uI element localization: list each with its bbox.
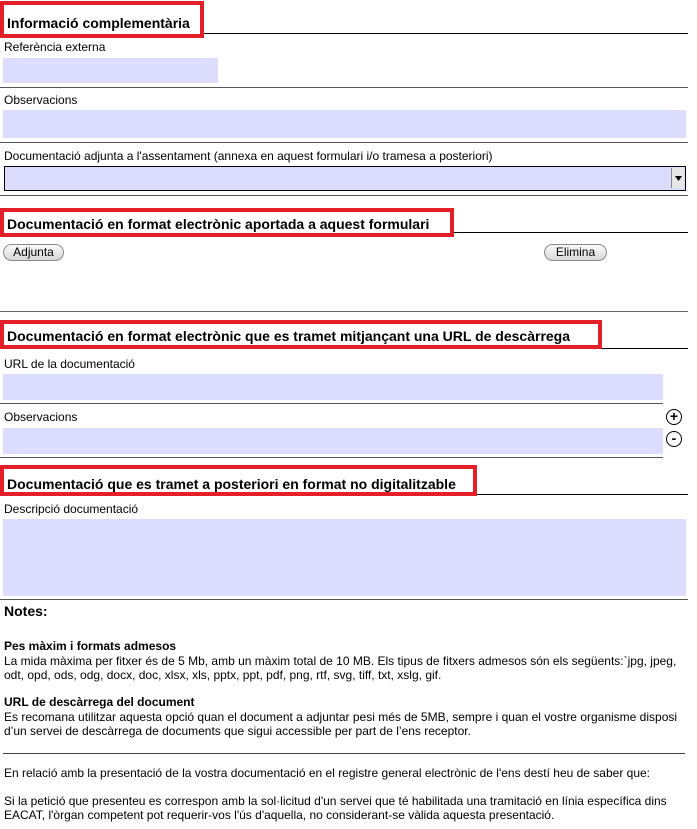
description-input[interactable] xyxy=(3,519,686,596)
observations-input[interactable] xyxy=(3,110,686,138)
attach-button[interactable]: Adjunta xyxy=(3,244,64,261)
size-formats-heading: Pes màxim i formats admesos xyxy=(4,639,177,653)
url-observations-input[interactable] xyxy=(3,428,663,454)
field-divider xyxy=(0,87,688,88)
description-label: Descripció documentació xyxy=(4,502,139,516)
document-url-label: URL de la documentació xyxy=(4,357,135,371)
add-row-icon[interactable]: + xyxy=(666,409,682,425)
external-reference-label: Referència externa xyxy=(4,40,106,54)
download-url-text: Es recomana utilitzar aquesta opció quan el document a adjuntar pesi més de 5MB, sempre i quan el vostre organisme disposi d’un servei de descàrrega de documents que sigui accessible per part de l’ens receptor. xyxy=(4,710,678,738)
remove-button[interactable]: Elimina xyxy=(544,244,607,261)
field-divider xyxy=(0,599,688,600)
chevron-down-icon[interactable] xyxy=(671,168,684,188)
document-url-input[interactable] xyxy=(3,374,663,400)
section-divider xyxy=(454,232,688,233)
section-title-later: Documentació que es tramet a posteriori en format no digitalitzable xyxy=(0,465,477,496)
attached-docs-label: Documentació adjunta a l'assentament (annexa en aquest formulari i/o tramesa a posteriori) xyxy=(4,149,493,163)
download-url-heading: URL de descàrrega del document xyxy=(4,695,195,709)
section-title-info: Informació complementària xyxy=(0,1,204,38)
notes-title: Notes: xyxy=(4,603,48,619)
field-divider xyxy=(0,195,688,196)
eacat-notice-text: Si la petició que presenteu es correspon amb la sol·licitud d'un servei que té habilitada una tramitació en línia específica dins EACAT, l'òrgan competent pot requerir-vos l'ús d'aquella, no considerant-se vàlida aquesta presentació. xyxy=(4,794,667,822)
field-divider xyxy=(0,403,663,404)
section-title-attached: Documentació en format electrònic aportada a aquest formulari xyxy=(0,208,454,237)
field-divider xyxy=(0,142,688,143)
field-divider xyxy=(0,457,663,458)
url-observations-label: Observacions xyxy=(4,410,78,424)
section-title-url: Documentació en format electrònic que es tramet mitjançant una URL de descàrrega xyxy=(0,320,602,349)
notes-divider xyxy=(3,753,685,754)
registry-notice-text: En relació amb la presentació de la vostra documentació en el registre general electrònic de l'ens destí heu de saber que: xyxy=(4,766,651,780)
observations-label: Observacions xyxy=(4,93,78,107)
section-divider xyxy=(477,494,688,495)
section-divider xyxy=(0,311,688,312)
section-divider xyxy=(602,348,688,349)
attached-docs-select[interactable] xyxy=(4,166,686,191)
remove-row-icon[interactable]: - xyxy=(666,431,682,447)
size-formats-text: La mida màxima per fitxer és de 5 Mb, amb un màxim total de 10 MB. Els tipus de fitxers admesos són els següents:`jpg, jpeg, odt, opd, ods, odg, docx, doc, xlsx, xls, pptx, ppt, pdf, png, rtf, svg, tiff, txt, xslg, gif. xyxy=(4,654,677,682)
section-divider xyxy=(204,33,688,34)
external-reference-input[interactable] xyxy=(3,58,218,83)
